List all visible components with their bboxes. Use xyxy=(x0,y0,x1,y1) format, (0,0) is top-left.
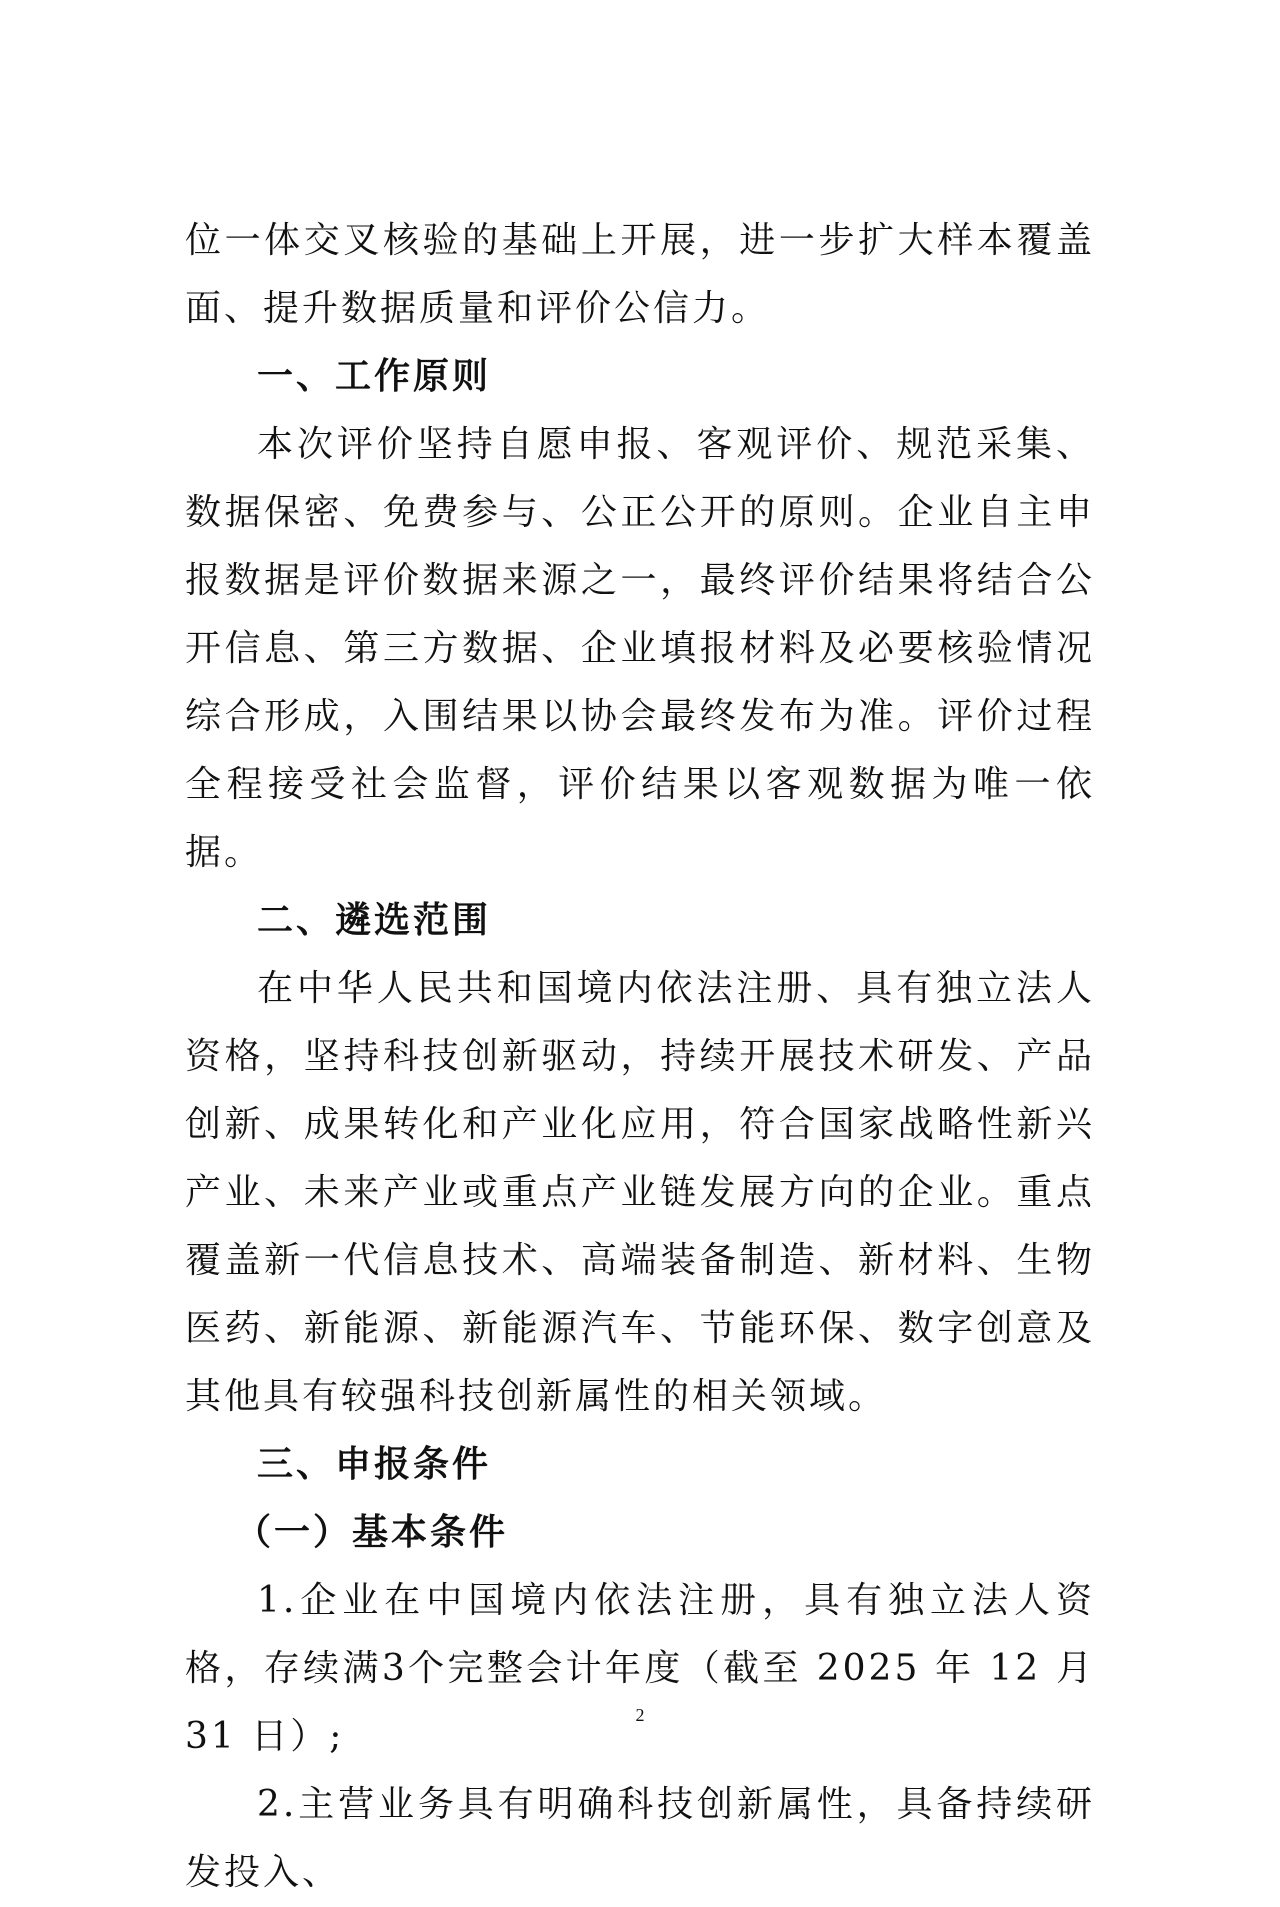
condition-item-2: 2.主营业务具有明确科技创新属性，具备持续研发投入、 xyxy=(185,1784,1095,1893)
section-heading-scope: 二、遴选范围 xyxy=(257,900,492,941)
subsection-heading-basic-conditions: （一）基本条件 xyxy=(235,1512,509,1553)
condition-item-1: 1.企业在中国境内依法注册，具有独立法人资格，存续满3个完整会计年度（截至 2025 年 12 月 31 日）; xyxy=(185,1580,1095,1757)
intro-continuation-paragraph: 位一体交叉核验的基础上开展，进一步扩大样本覆盖面、提升数据质量和评价公信力。 xyxy=(185,220,1095,329)
scope-paragraph: 在中华人民共和国境内依法注册、具有独立法人资格，坚持科技创新驱动，持续开展技术研发、产品创新、成果转化和产业化应用，符合国家战略性新兴产业、未来产业或重点产业链发展方向的企业。重点覆盖新一代信息技术、高端装备制造、新材料、生物医药、新能源、新能源汽车、节能环保、数字创意及其他具有较强科技创新属性的相关领域。 xyxy=(185,968,1095,1417)
section-heading-conditions: 三、申报条件 xyxy=(257,1444,492,1485)
principles-paragraph: 本次评价坚持自愿申报、客观评价、规范采集、数据保密、免费参与、公正公开的原则。企业自主申报数据是评价数据来源之一，最终评价结果将结合公开信息、第三方数据、企业填报材料及必要核验情况综合形成，入围结果以协会最终发布为准。评价过程全程接受社会监督，评价结果以客观数据为唯一依据。 xyxy=(185,424,1095,873)
document-body xyxy=(185,207,1095,1907)
section-heading-principles: 一、工作原则 xyxy=(257,356,492,397)
page-number: 2 xyxy=(635,1705,645,1725)
